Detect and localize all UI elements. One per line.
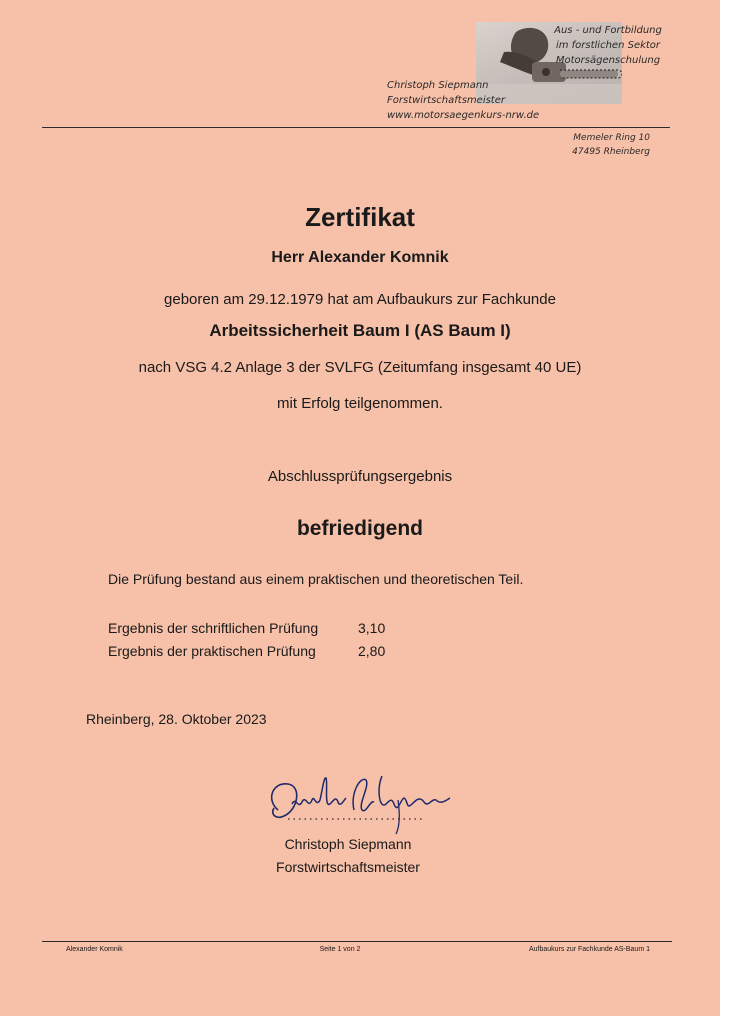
tagline-line-2: im forstlichen Sektor [555,40,661,51]
regulation-line: nach VSG 4.2 Anlage 3 der SVLFG (Zeitumfang insgesamt 40 UE) [138,359,582,376]
footer-divider [42,941,672,942]
exam-note: Die Prüfung bestand aus einem praktischen und theoretischen Teil. [108,571,524,587]
signer-title: Forstwirtschaftsmeister [276,859,420,875]
tagline-line-3: Motorsägenschulung [555,55,661,66]
tagline-line-1: Aus - und Fortbildung [554,25,662,36]
course-name: Arbeitssicherheit Baum I (AS Baum I) [209,321,511,340]
letterhead-website: www.motorsaegenkurs-nrw.de [387,110,540,121]
score-value-practical: 2,80 [358,643,386,659]
result-label: Abschlussprüfungsergebnis [267,468,453,485]
signer-name: Christoph Siepmann [284,836,412,852]
letterhead-name: Christoph Siepmann [387,80,489,91]
success-line: mit Erfolg teilgenommen. [277,395,443,412]
signature [258,770,458,836]
score-label-practical: Ergebnis der praktischen Prüfung [108,643,316,659]
certificate-heading: Zertifikat [305,202,415,232]
place-date: Rheinberg, 28. Oktober 2023 [86,711,267,727]
score-value-written: 3,10 [358,620,386,636]
footer-course: Aufbaukurs zur Fachkunde AS-Baum 1 [528,946,650,953]
address-street: Memeler Ring 10 [573,133,650,143]
recipient-name: Herr Alexander Komnik [271,249,449,266]
result-grade: befriedigend [296,517,423,540]
footer-page: Seite 1 von 2 [319,946,361,953]
header-divider [42,127,670,128]
score-label-written: Ergebnis der schriftlichen Prüfung [108,620,319,636]
footer-name: Alexander Komnik [66,946,123,953]
letterhead-title: Forstwirtschaftsmeister [387,95,505,106]
birth-line: geboren am 29.12.1979 hat am Aufbaukurs zur Fachkunde [164,291,556,308]
address-city: 47495 Rheinberg [572,147,650,157]
